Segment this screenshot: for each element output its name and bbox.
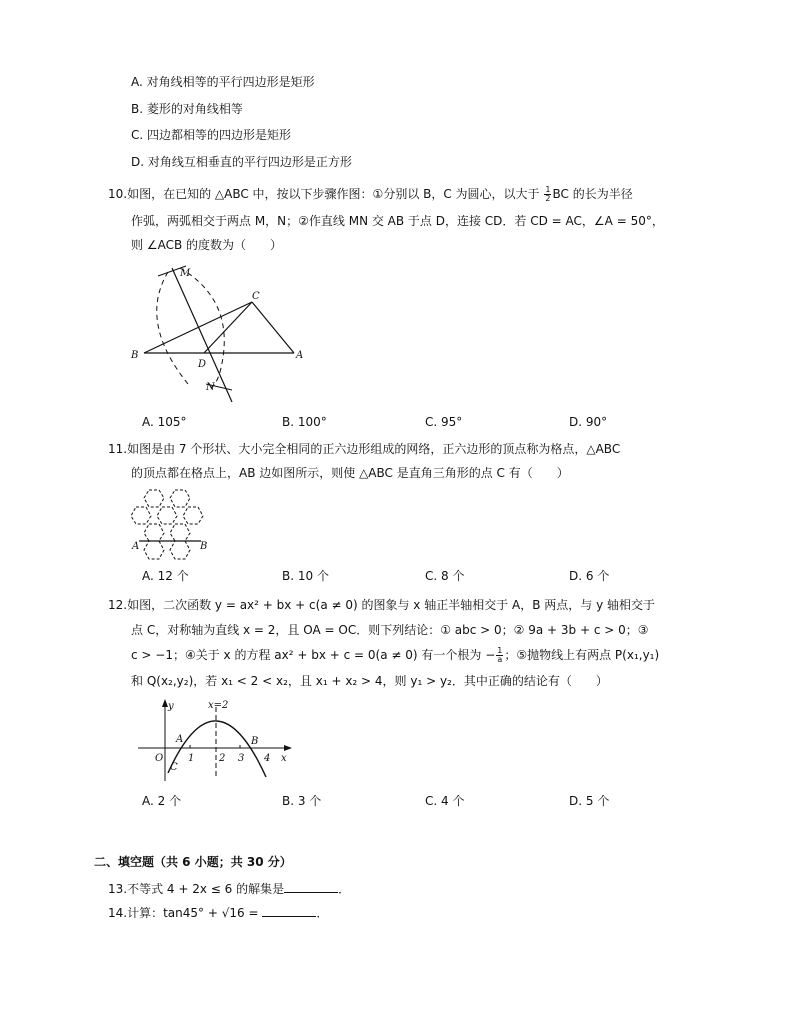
label-d: D xyxy=(198,359,207,370)
q12-line-4: 和 Q(x₂,y₂)，若 x₁ < 2 < x₂，且 x₁ + x₂ > 4，则 y₁ > y₂．其中正确的结论有（ ） xyxy=(131,674,608,688)
label-c: C xyxy=(170,762,178,773)
label-n: N xyxy=(206,382,215,393)
q11-option-c: C. 8 个 xyxy=(425,569,465,583)
q10-line-3: 则 ∠ACB 的度数为（ ） xyxy=(131,238,282,252)
q9-option-c: C. 四边都相等的四边形是矩形 xyxy=(131,128,292,142)
label-b: B xyxy=(200,541,208,552)
q10-line-2: 作弧，两弧相交于两点 M，N；②作直线 MN 交 AB 于点 D，连接 CD．若 CD = AC，∠A = 50°， xyxy=(131,214,664,228)
q11-line-2: 的顶点都在格点上，AB 边如图所示，则使 △ABC 是直角三角形的点 C 有（ ） xyxy=(131,466,569,480)
tick-4: 4 xyxy=(264,753,271,764)
q10-text-1b: BC 的长为半径 xyxy=(552,187,633,201)
q11-line-1 xyxy=(108,441,620,457)
q12-option-b: B. 3 个 xyxy=(282,794,322,808)
q12-line-1 xyxy=(108,597,655,613)
label-m: M xyxy=(180,268,191,279)
side-bc xyxy=(144,302,252,353)
q12-text-3a: c > −1；④关于 x 的方程 ax² + bx + c = 0(a ≠ 0) 有一个根为 − xyxy=(131,648,496,662)
q10-option-b: B. 100° xyxy=(282,415,327,429)
q13-answer-blank[interactable] xyxy=(284,880,338,893)
side-ca xyxy=(252,302,294,353)
section-title: 二、填空题（共 6 小题；共 30 分） xyxy=(94,855,292,869)
q10-option-a: A. 105° xyxy=(142,415,187,429)
q13-number: 13. xyxy=(108,882,128,896)
q11-text-1: 如图是由 7 个形状、大小完全相同的正六边形组成的网络，正六边形的顶点称为格点，△ABC xyxy=(127,442,621,456)
tick-3: 3 xyxy=(238,753,245,764)
segment-cd xyxy=(204,302,252,353)
q14-end: ． xyxy=(316,906,329,920)
q10-fraction-half: $\frac{1}{2}$ xyxy=(545,185,551,203)
q10-option-c: C. 95° xyxy=(425,415,463,429)
q9-option-a: A. 对角线相等的平行四边形是矩形 xyxy=(131,75,315,89)
q10-option-d: D. 90° xyxy=(569,415,608,429)
q12-line-3 xyxy=(131,647,659,664)
label-a: A xyxy=(176,734,184,745)
label-a: A xyxy=(132,541,140,552)
q11-hexagon-grid xyxy=(128,487,218,562)
label-x-equals-2: x=2 xyxy=(208,700,229,711)
q12-text-3b: ；⑤抛物线上有两点 P(x₁,y₁) xyxy=(504,648,660,662)
q12-line-2: 点 C，对称轴为直线 x = 2，且 OA = OC．则下列结论：① abc > 0；② 9a + 3b + c > 0；③ xyxy=(131,623,649,637)
q11-number: 11. xyxy=(108,442,128,456)
q12-option-d: D. 5 个 xyxy=(569,794,610,808)
parabola-curve xyxy=(168,721,266,777)
q12-fraction-one-over-a: $\frac{1}{a}$ xyxy=(497,646,503,664)
q11-option-a: A. 12 个 xyxy=(142,569,189,583)
q14-line xyxy=(108,904,328,921)
q13-line xyxy=(108,880,350,897)
q14-number: 14. xyxy=(108,906,128,920)
label-b: B xyxy=(131,350,139,361)
q13-text: 不等式 4 + 2x ≤ 6 的解集是 xyxy=(127,882,285,896)
tick-1: 1 xyxy=(188,753,195,764)
q10-number: 10. xyxy=(108,187,128,201)
label-a: A xyxy=(296,350,304,361)
q9-option-b: B. 菱形的对角线相等 xyxy=(131,102,243,116)
tick-2: 2 xyxy=(219,753,226,764)
q12-option-a: A. 2 个 xyxy=(142,794,182,808)
q10-line-1 xyxy=(108,186,633,203)
q12-text-1: 如图，二次函数 y = ax² + bx + c(a ≠ 0) 的图象与 x 轴正半轴相交于 A，B 两点，与 y 轴相交于 xyxy=(127,598,656,612)
q12-number: 12. xyxy=(108,598,128,612)
label-x: x xyxy=(281,753,287,764)
label-y: y xyxy=(168,701,174,712)
label-o: O xyxy=(155,753,164,764)
q14-text: 计算：tan45° + √16 = xyxy=(127,906,259,920)
q11-option-d: D. 6 个 xyxy=(569,569,610,583)
q12-parabola-figure xyxy=(138,697,298,783)
q10-figure xyxy=(128,262,308,402)
label-b: B xyxy=(251,736,259,747)
q14-answer-blank[interactable] xyxy=(262,904,316,917)
q10-text-1a: 如图，在已知的 △ABC 中，按以下步骤作图：①分别以 B，C 为圆心，以大于 xyxy=(127,187,540,201)
arc-from-b xyxy=(157,272,188,384)
q11-option-b: B. 10 个 xyxy=(282,569,329,583)
q9-option-d: D. 对角线互相垂直的平行四边形是正方形 xyxy=(131,155,352,169)
q12-option-c: C. 4 个 xyxy=(425,794,465,808)
label-c: C xyxy=(252,291,260,302)
q13-end: ． xyxy=(338,882,351,896)
arc-from-c xyxy=(180,268,224,390)
